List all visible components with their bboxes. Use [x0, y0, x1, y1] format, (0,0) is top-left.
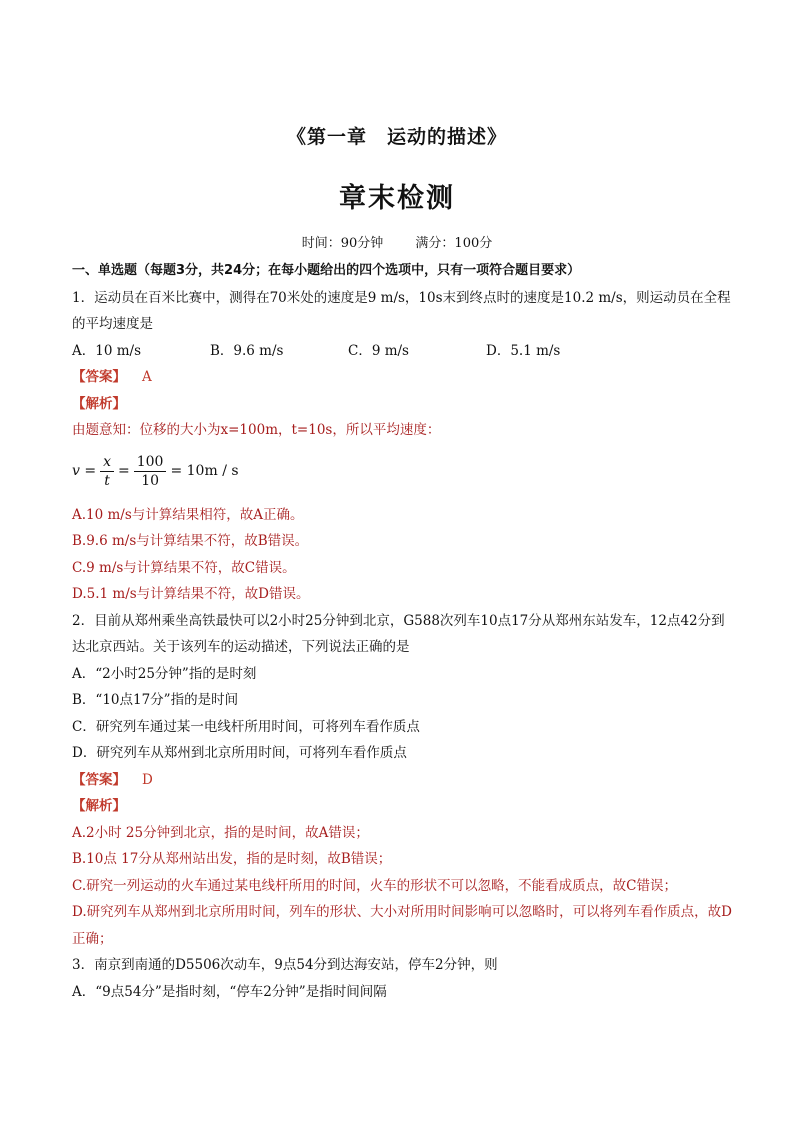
page-title: 章末检测 [339, 183, 455, 214]
q1-analysis-d: D.5.1 m/s与计算结果不符，故D错误。 [72, 586, 310, 602]
frac1-numerator: x [100, 453, 114, 472]
formula-rhs: = 10m / s [170, 463, 239, 480]
q2-answer: D [142, 771, 153, 788]
frac2-denominator: 10 [141, 473, 160, 489]
q1-answer: A [142, 369, 152, 385]
q1-analysis-intro: 由题意知：位移的大小为x=100m，t=10s，所以平均速度： [72, 422, 441, 438]
q2-answer-row [72, 767, 732, 794]
q1-analysis-a: A.10 m/s与计算结果相符，故A正确。 [72, 506, 304, 523]
q1-option-a: A．10 m/s [72, 342, 141, 359]
q2-option-a: A．“2小时25分钟”指的是时刻 [72, 665, 257, 682]
answer-label: 【答案】 [72, 771, 126, 788]
q1-analysis-label: 【解析】 [72, 395, 126, 412]
exam-content [72, 258, 732, 1005]
q2-analysis-a: A.2小时 25分钟到北京，指的是时间，故A错误； [72, 824, 369, 841]
q2-option-b: B．“10点17分”指的是时间 [72, 692, 239, 708]
answer-label: 【答案】 [72, 369, 126, 385]
q2-option-c: C．研究列车通过某一电线杆所用时间，可将列车看作质点 [72, 718, 420, 735]
question-1-stem: 1．运动员在百米比赛中，测得在70米处的速度是9 m/s，10s末到终点时的速度是10.2 m/s，则运动员在全程的平均速度是 [72, 289, 731, 332]
q2-analysis-c: C.研究一列运动的火车通过某电线杆所用的时间，火车的形状不可以忽略，不能看成质点，故C错误； [72, 877, 677, 894]
q2-analysis-label: 【解析】 [72, 798, 126, 814]
q2-analysis-d: D.研究列车从郑州到北京所用时间，列车的形状、大小对所用时间影响可以忽略时，可以将列车看作质点，故D正确； [72, 904, 732, 947]
exam-score: 满分：100分 [415, 236, 493, 251]
q2-option-d: D．研究列车从郑州到北京所用时间，可将列车看作质点 [72, 745, 407, 761]
q1-answer-row [72, 364, 732, 391]
q1-option-b: B．9.6 m/s [210, 342, 284, 359]
formula-equals: = [118, 463, 130, 480]
frac2-numerator: 100 [134, 453, 167, 472]
q2-analysis-b: B.10点 17分从郑州站出发，指的是时刻，故B错误； [72, 851, 392, 867]
exam-time: 时间：90分钟 [301, 236, 384, 251]
question-1-options [72, 338, 732, 365]
formula-lhs: v = [72, 463, 97, 480]
q1-analysis-b: B.9.6 m/s与计算结果不符，故B错误。 [72, 533, 309, 549]
exam-meta [0, 232, 794, 251]
q1-formula [72, 446, 732, 498]
formula-fraction-2 [134, 453, 167, 490]
section-title: 一、单选题（每题3分，共24分；在每小题给出的四个选项中，只有一项符合题目要求） [72, 263, 581, 278]
q1-analysis-c: C.9 m/s与计算结果不符，故C错误。 [72, 559, 296, 576]
question-2-stem: 2．目前从郑州乘坐高铁最快可以2小时25分钟到北京，G588次列车10点17分从郑州东站发车，12点42分到达北京西站。关于该列车的运动描述，下列说法正确的是 [72, 612, 725, 655]
question-3-stem: 3．南京到南通的D5506次动车，9点54分到达海安站，停车2分钟，则 [72, 957, 498, 973]
q1-option-d: D．5.1 m/s [486, 342, 561, 359]
chapter-title: 《第一章 运动的描述》 [286, 126, 507, 148]
q1-option-c: C．9 m/s [348, 342, 409, 359]
formula-fraction-1 [100, 453, 114, 490]
q3-option-a: A．“9点54分”是指时刻，“停车2分钟”是指时间间隔 [72, 983, 387, 1000]
frac1-denominator: t [104, 473, 110, 489]
